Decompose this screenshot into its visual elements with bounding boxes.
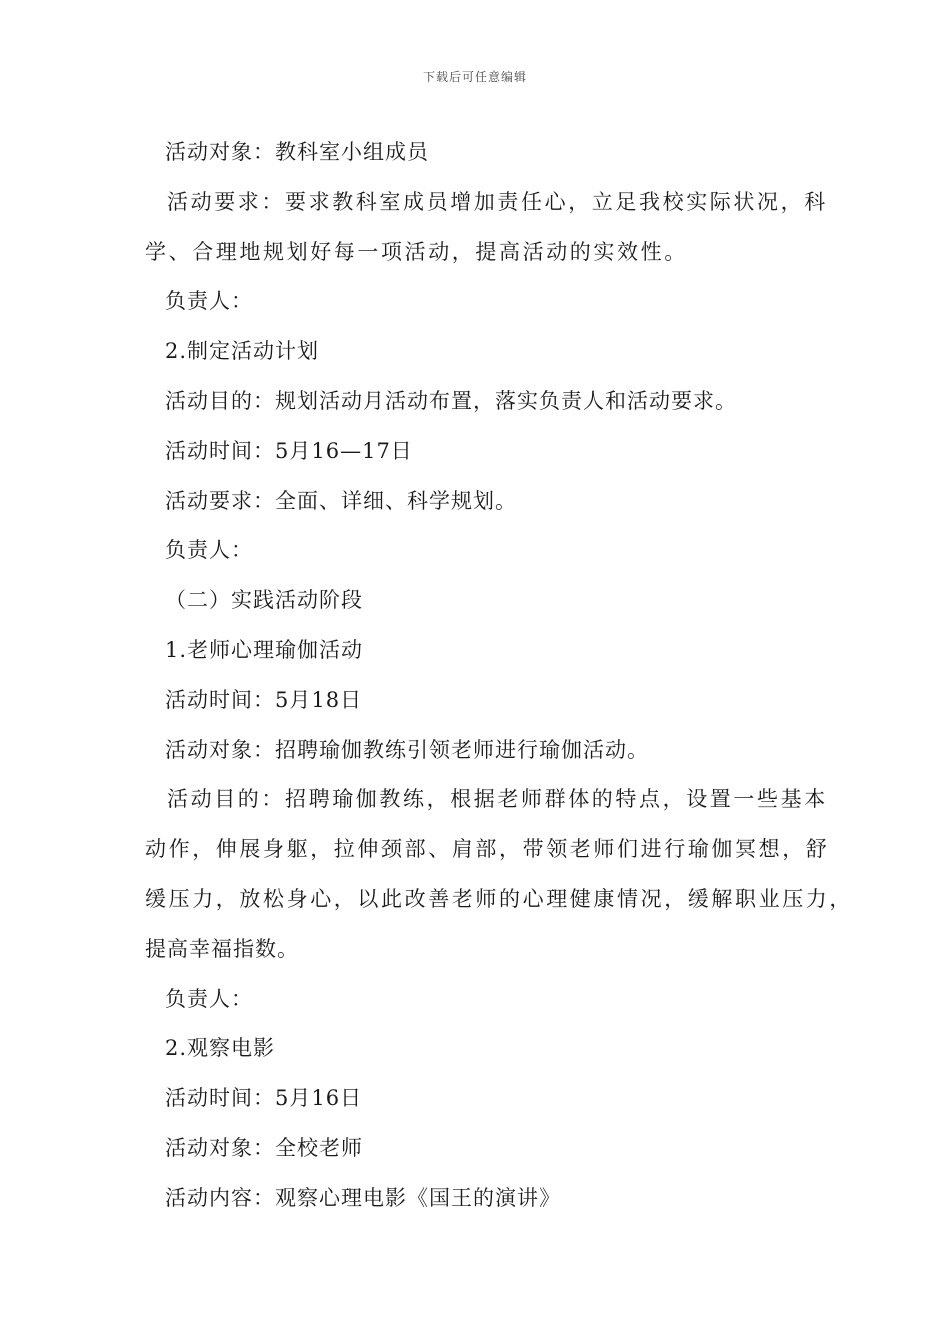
paragraph-line: 缓压力，放松身心，以此改善老师的心理健康情况，缓解职业压力， — [145, 886, 853, 911]
paragraph-line: 学、合理地规划好每一项活动，提高活动的实效性。 — [145, 239, 688, 264]
paragraph-line: 活动目的：规划活动月活动布置，落实负责人和活动要求。 — [165, 388, 737, 413]
section-heading: （二）实践活动阶段 — [165, 588, 363, 613]
paragraph-line: 活动目的：招聘瑜伽教练，根据老师群体的特点，设置一些基本 — [167, 787, 828, 812]
document-body — [145, 128, 853, 1224]
paragraph-line: 负责人： — [165, 289, 253, 314]
paragraph-line: 活动要求：要求教科室成员增加责任心，立足我校实际状况，科 — [167, 189, 828, 214]
paragraph-line: 活动要求：全面、详细、科学规划。 — [165, 488, 517, 513]
paragraph-line: 负责人： — [165, 538, 253, 563]
paragraph-line: 负责人： — [165, 986, 253, 1011]
paragraph-line: 提高幸福指数。 — [145, 936, 299, 961]
paragraph-line: 活动时间：5月16—17日 — [165, 438, 413, 463]
paragraph-line: 活动时间：5月16日 — [165, 1086, 363, 1111]
section-heading: 1.老师心理瑜伽活动 — [165, 637, 364, 662]
paragraph-line: 活动对象：全校老师 — [165, 1135, 363, 1160]
paragraph-line: 活动对象：招聘瑜伽教练引领老师进行瑜伽活动。 — [165, 737, 649, 762]
paragraph-line: 动作，伸展身躯，拉伸颈部、肩部，带领老师们进行瑜伽冥想，舒 — [145, 837, 830, 862]
paragraph-line: 活动内容：观察心理电影《国王的演讲》 — [165, 1185, 561, 1210]
section-heading: 2.观察电影 — [165, 1036, 276, 1061]
section-heading: 2.制定活动计划 — [165, 339, 320, 364]
page-header: 下载后可任意编辑 — [422, 70, 527, 84]
paragraph-line: 活动对象：教科室小组成员 — [165, 140, 429, 164]
paragraph-line: 活动时间：5月18日 — [165, 687, 363, 712]
